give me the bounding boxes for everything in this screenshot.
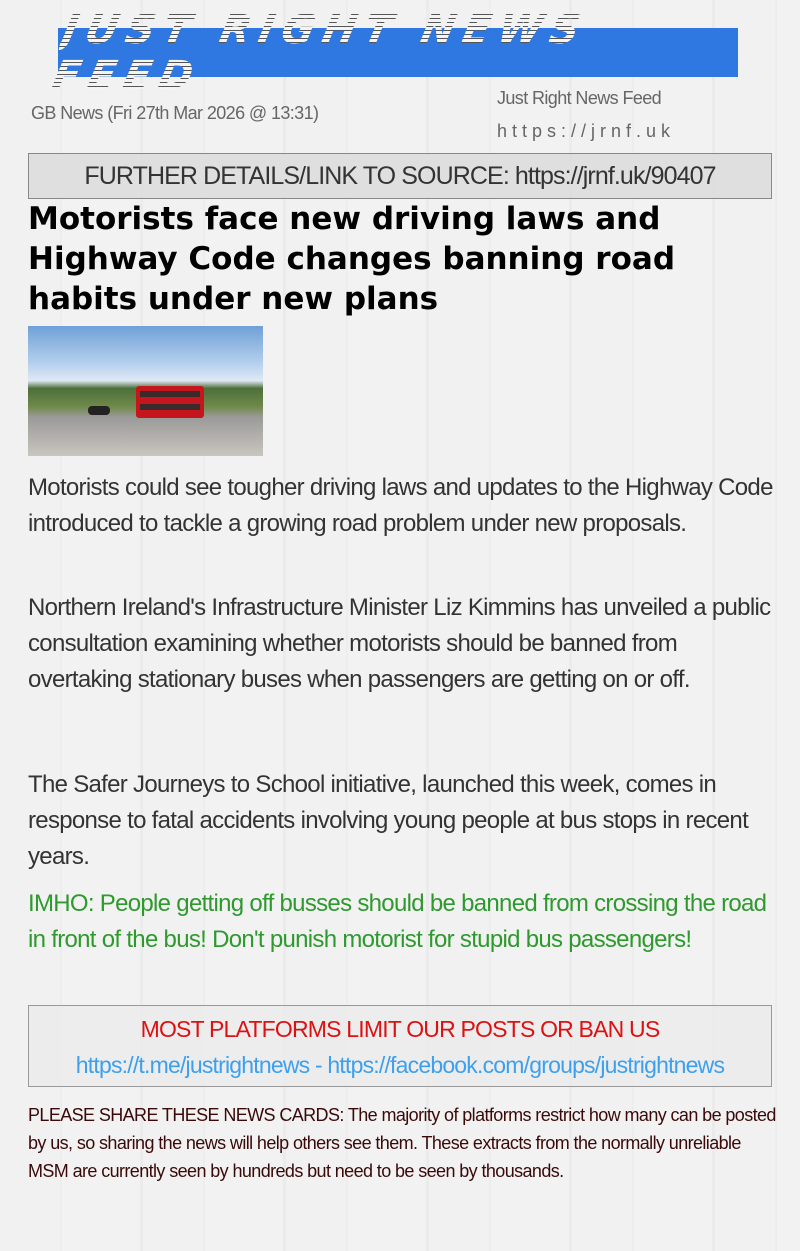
source-and-date: GB News (Fri 27th Mar 2026 @ 13:31) bbox=[31, 103, 319, 123]
bus-shape bbox=[136, 386, 204, 418]
car-shape bbox=[88, 406, 110, 415]
brand-url[interactable]: https://jrnf.uk bbox=[497, 121, 676, 141]
article-paragraph: Northern Ireland's Infrastructure Minister Liz Kimmins has unveiled a public consultation examining whether motorists should be banned from overtaking stationary buses when passengers are getting on or off. bbox=[28, 594, 771, 693]
social-links[interactable]: https://t.me/justrightnews - https://facebook.com/groups/justrightnews bbox=[75, 1052, 725, 1078]
share-note: PLEASE SHARE THESE NEWS CARDS: The majority of platforms restrict how many can be posted by us, so sharing the news will help others see them. These extracts from the normally unreliable MSM are currently seen by hundreds but need to be seen by thousands. bbox=[28, 1105, 776, 1181]
article-image bbox=[28, 326, 263, 456]
article-paragraph: The Safer Journeys to School initiative, launched this week, comes in response to fatal accidents involving young people at bus stops in recent years. bbox=[28, 771, 749, 870]
opinion-comment: IMHO: People getting off busses should be banned from crossing the road in front of the bus! Don't punish motorist for stupid bus passengers! bbox=[28, 890, 767, 953]
article-paragraph: Motorists could see tougher driving laws and updates to the Highway Code introduced to tackle a growing road problem under new proposals. bbox=[28, 474, 773, 537]
headline: Motorists face new driving laws and Highway Code changes banning road habits under new plans bbox=[28, 201, 676, 317]
platforms-warning: MOST PLATFORMS LIMIT OUR POSTS OR BAN US bbox=[140, 1016, 660, 1042]
source-link[interactable]: FURTHER DETAILS/LINK TO SOURCE: https://jrnf.uk/90407 bbox=[28, 153, 772, 199]
logo-text: JUST RIGHT NEWS FEED bbox=[48, 7, 748, 99]
platforms-box bbox=[28, 1005, 772, 1087]
brand-name: Just Right News Feed bbox=[497, 88, 662, 108]
site-logo bbox=[48, 6, 738, 99]
